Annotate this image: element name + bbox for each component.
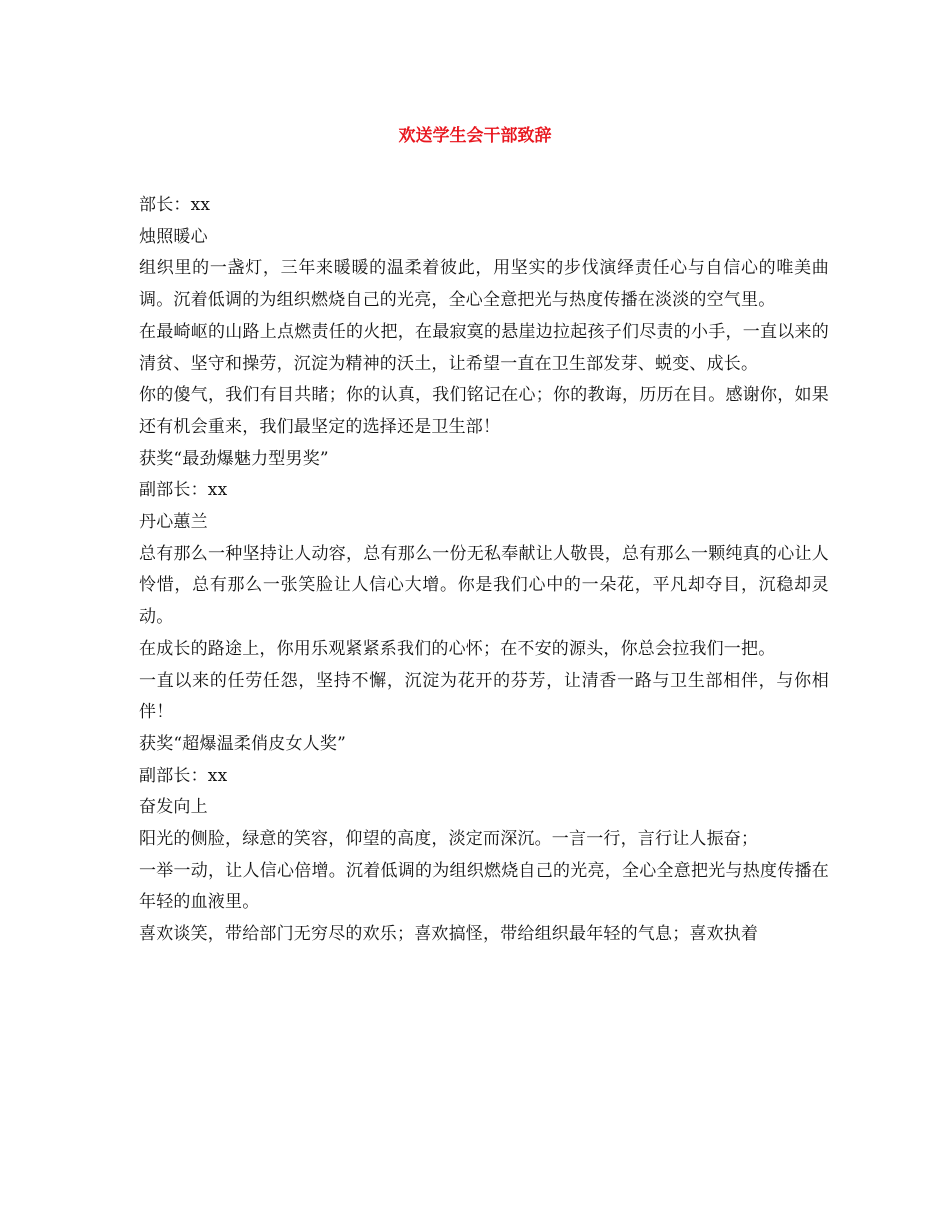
paragraph: 在成长的路途上，你用乐观紧紧系我们的心怀；在不安的源头，你总会拉我们一把。 — [139, 638, 776, 659]
paragraph: 你的傻气，我们有目共睹；你的认真，我们铭记在心；你的教诲，历历在目。感谢你，如果还有机会重来，我们最坚定的选择还是卫生部！ — [139, 385, 829, 437]
paragraph: 获奖“最劲爆魅力型男奖” — [139, 448, 329, 469]
paragraph: 副部长：xx — [139, 480, 228, 501]
document-title: 欢送学生会干部致辞 — [398, 126, 552, 146]
paragraph: 一举一动，让人信心倍增。沉着低调的为组织燃烧自己的光亮，全心全意把光与热度传播在年轻的血液里。 — [139, 860, 829, 913]
paragraph: 一直以来的任劳任怨，坚持不懈，沉淀为花开的芬芳，让清香一路与卫生部相伴，与你相伴！ — [139, 670, 829, 723]
paragraph: 阳光的侧脸，绿意的笑容，仰望的高度，淡定而深沉。一言一行，言行让人振奋； — [139, 829, 759, 850]
paragraph: 丹心蕙兰 — [139, 512, 208, 533]
paragraph: 在最崎岖的山路上点燃责任的火把，在最寂寞的悬崖边拉起孩子们尽责的小手，一直以来的清贫、坚守和操劳，沉淀为精神的沃土，让希望一直在卫生部发芽、蜕变、成长。 — [139, 321, 829, 374]
paragraph: 副部长：xx — [139, 765, 228, 786]
paragraph: 部长：xx — [139, 195, 211, 215]
paragraph: 喜欢谈笑，带给部门无穷尽的欢乐；喜欢搞怪，带给组织最年轻的气息；喜欢执着 — [139, 924, 759, 945]
paragraph: 烛照暖心 — [139, 226, 208, 247]
document-body — [139, 190, 829, 951]
paragraph: 获奖“超爆温柔俏皮女人奖” — [139, 733, 346, 754]
paragraph: 总有那么一种坚持让人动容，总有那么一份无私奉献让人敬畏，总有那么一颗纯真的心让人怜惜，总有那么一张笑脸让人信心大增。你是我们心中的一朵花，平凡却夺目，沉稳却灵动。 — [139, 543, 829, 628]
paragraph: 组织里的一盏灯，三年来暖暖的温柔着彼此，用坚实的步伐演绎责任心与自信心的唯美曲调。沉着低调的为组织燃烧自己的光亮，全心全意把光与热度传播在淡淡的空气里。 — [139, 258, 829, 311]
paragraph: 奋发向上 — [139, 797, 208, 818]
